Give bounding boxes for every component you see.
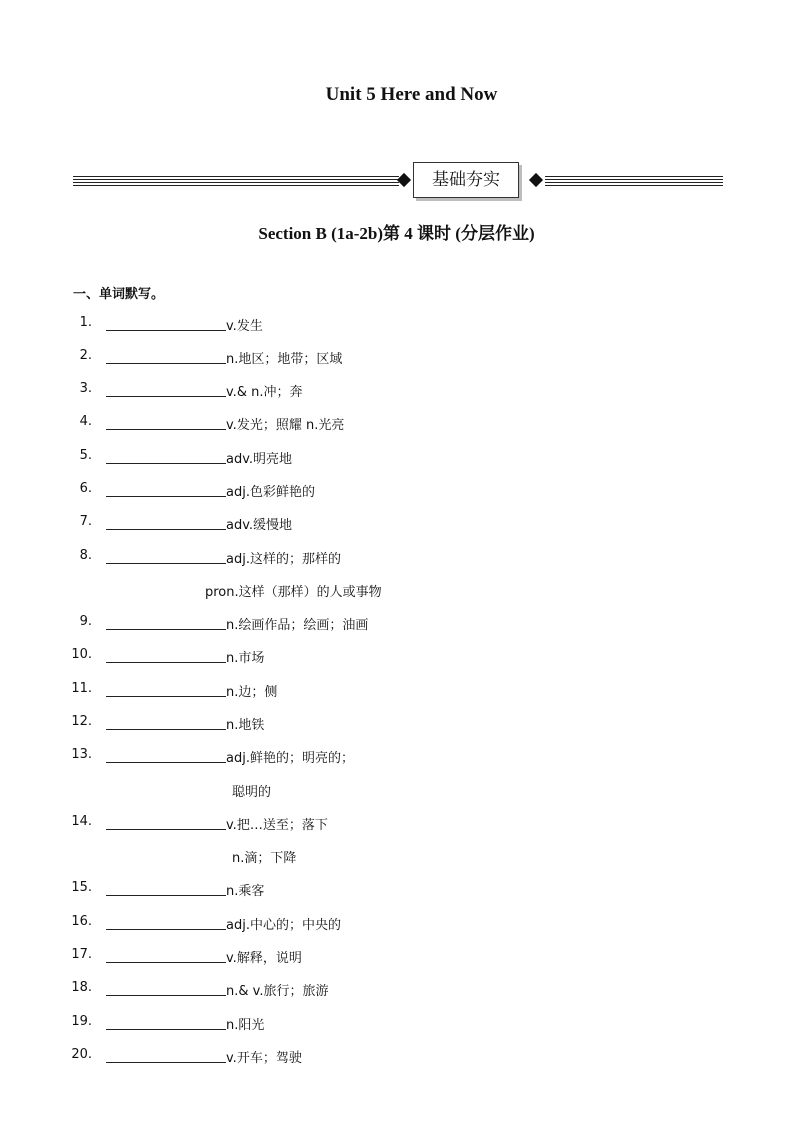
document-title: Unit 5 Here and Now — [325, 84, 498, 105]
item-meaning-continued: 聪明的 — [232, 785, 272, 800]
item-number: 5. — [79, 448, 92, 463]
item-meaning: adj.中心的；中央的 — [226, 918, 341, 933]
diamond-icon — [529, 173, 543, 187]
section-banner — [73, 162, 723, 202]
answer-blank[interactable] — [106, 762, 226, 763]
item-number: 2. — [79, 348, 92, 363]
item-number: 14. — [71, 814, 92, 829]
item-number: 16. — [71, 914, 92, 929]
item-meaning: v.把…送至；落下 — [226, 818, 328, 833]
answer-blank[interactable] — [106, 1062, 226, 1063]
answer-blank[interactable] — [106, 895, 226, 896]
answer-blank[interactable] — [106, 529, 226, 530]
answer-blank[interactable] — [106, 396, 226, 397]
item-meaning: n.阳光 — [226, 1018, 265, 1033]
item-number: 15. — [71, 880, 92, 895]
item-number: 19. — [71, 1014, 92, 1029]
item-meaning: v.开车；驾驶 — [226, 1051, 302, 1066]
item-meaning: adv.明亮地 — [226, 452, 293, 467]
item-number: 10. — [71, 647, 92, 662]
item-meaning: v.& n.冲；奔 — [226, 385, 303, 400]
item-number: 7. — [79, 514, 92, 529]
item-meaning: n.地铁 — [226, 718, 265, 733]
exercise-heading: 一、单词默写。 — [73, 287, 165, 302]
answer-blank[interactable] — [106, 995, 226, 996]
item-meaning: v.解释，说明 — [226, 951, 302, 966]
section-subtitle: Section B (1a-2b)第 4 课时 (分层作业) — [258, 224, 535, 243]
item-number: 17. — [71, 947, 92, 962]
item-number: 8. — [79, 548, 92, 563]
item-meaning: adj.鲜艳的；明亮的； — [226, 751, 354, 766]
item-number: 20. — [71, 1047, 92, 1062]
banner-label: 基础夯实 — [413, 162, 519, 198]
item-number: 13. — [71, 747, 92, 762]
item-number: 3. — [79, 381, 92, 396]
answer-blank[interactable] — [106, 563, 226, 564]
diamond-icon — [397, 173, 411, 187]
answer-blank[interactable] — [106, 1029, 226, 1030]
item-meaning: v.发光；照耀 n.光亮 — [226, 418, 345, 433]
answer-blank[interactable] — [106, 929, 226, 930]
item-meaning: n.边；侧 — [226, 685, 278, 700]
answer-blank[interactable] — [106, 829, 226, 830]
answer-blank[interactable] — [106, 496, 226, 497]
item-number: 11. — [71, 681, 92, 696]
answer-blank[interactable] — [106, 629, 226, 630]
answer-blank[interactable] — [106, 463, 226, 464]
item-number: 1. — [79, 315, 92, 330]
item-meaning: adv.缓慢地 — [226, 518, 293, 533]
item-meaning: n.市场 — [226, 651, 265, 666]
item-number: 4. — [79, 414, 92, 429]
answer-blank[interactable] — [106, 696, 226, 697]
answer-blank[interactable] — [106, 330, 226, 331]
item-meaning-continued: pron.这样（那样）的人或事物 — [205, 585, 382, 600]
item-number: 12. — [71, 714, 92, 729]
answer-blank[interactable] — [106, 729, 226, 730]
item-number: 18. — [71, 980, 92, 995]
item-meaning: adj.这样的；那样的 — [226, 552, 341, 567]
banner-rule-right — [545, 176, 723, 187]
item-meaning: adj.色彩鲜艳的 — [226, 485, 315, 500]
item-meaning: n.& v.旅行；旅游 — [226, 984, 329, 999]
item-number: 6. — [79, 481, 92, 496]
answer-blank[interactable] — [106, 662, 226, 663]
answer-blank[interactable] — [106, 363, 226, 364]
item-meaning: n.地区；地带；区域 — [226, 352, 343, 367]
item-number: 9. — [79, 614, 92, 629]
item-meaning: v.发生 — [226, 319, 263, 334]
item-meaning-continued: n.滴；下降 — [232, 851, 297, 866]
answer-blank[interactable] — [106, 962, 226, 963]
item-meaning: n.绘画作品；绘画；油画 — [226, 618, 369, 633]
banner-rule-left — [73, 176, 399, 187]
answer-blank[interactable] — [106, 429, 226, 430]
item-meaning: n.乘客 — [226, 884, 265, 899]
